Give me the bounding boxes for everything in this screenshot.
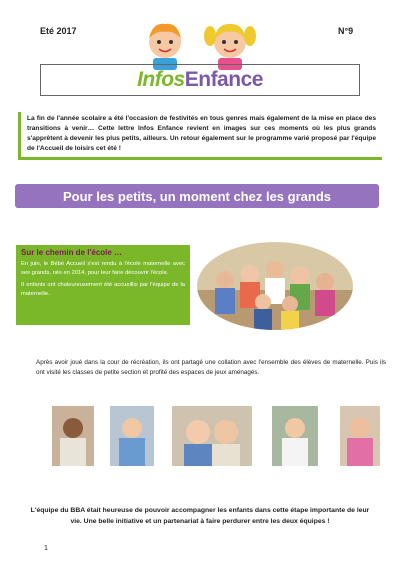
- photo-child: [272, 406, 318, 466]
- intro-text: La fin de l'année scolaire a été l'occasion de festivités en tous genres mais également de la mise en place des transitions à venir… Cette lettre Infos Enfance revient en images sur ces moments où les plus grands s'apprêtent à devenir les plus petits, ailleurs. Un retour également sur le programme varié proposé par l'équipe de l'Accueil de loisirs cet été !: [18, 112, 382, 160]
- closing-text: L'équipe du BBA était heureuse de pouvoir accompagner les enfants dans cette étape importante de leur vie. Une belle initiative et un partenariat à faire perdurer entre les deux équipes !: [30, 507, 370, 525]
- kids-illustration: [125, 20, 275, 70]
- logo-frame: [40, 64, 360, 96]
- section-banner: Pour les petits, un moment chez les grands: [15, 184, 379, 208]
- sidebar-paragraph: En juin, le Bébé Accueil s'est rendu à l'école maternelle avec ses grands, nés en 2014, pour leur faire découvrir l'école.: [21, 261, 185, 276]
- body-paragraph: Après avoir joué dans la cour de récréation, ils ont partagé une collation avec l'ensemble des élèves de maternelle. Puis ils ont visité les classes de petite section et profité des espaces de jeux aménagés.: [36, 359, 386, 376]
- photo-child: [340, 406, 380, 466]
- photo-child: [110, 406, 154, 466]
- sidebar-title: Sur le chemin de l'école …: [21, 248, 123, 257]
- logo-part-enfance: Enfance: [184, 68, 263, 91]
- sidebar-box: [16, 245, 190, 325]
- group-photo: [195, 240, 355, 332]
- season-label: Eté 2017: [40, 26, 77, 36]
- photo-child: [52, 406, 94, 466]
- issue-number: N°9: [338, 26, 354, 36]
- infos-enfance-logo: [137, 68, 263, 92]
- logo-part-infos: Infos: [137, 68, 185, 91]
- sidebar-paragraph: 9 enfants ont chaleureusement été accueillis par l'équipe de la maternelle.: [21, 282, 185, 297]
- page-number: 1: [44, 545, 48, 552]
- photo-children-pair: [172, 406, 252, 466]
